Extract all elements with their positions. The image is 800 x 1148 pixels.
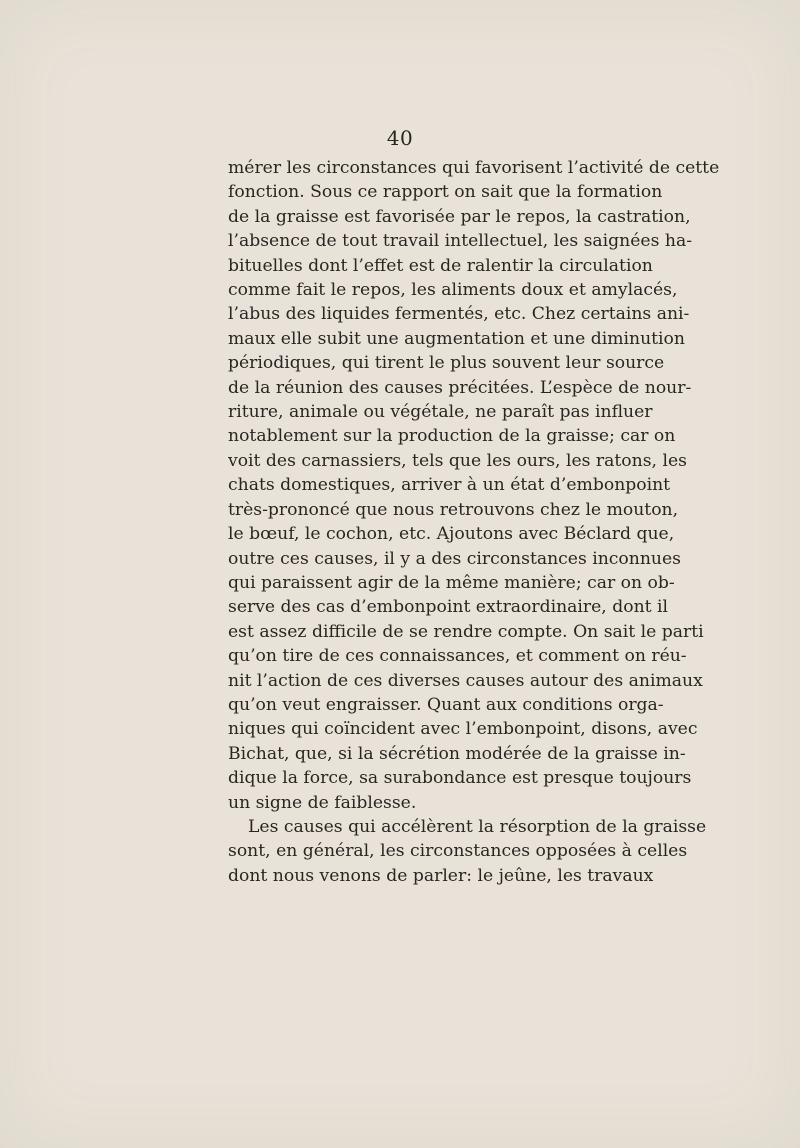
- text-line: l’abus des liquides fermentés, etc. Chez certains ani-: [228, 304, 690, 325]
- text-line: bituelles dont l’effet est de ralentir la circulation: [228, 255, 653, 276]
- text-line: Les causes qui accélèrent la résorption de la graisse: [248, 816, 707, 837]
- page-number: 40: [386, 126, 414, 150]
- text-line: très-prononcé que nous retrouvons chez le mouton,: [228, 499, 679, 520]
- text-line: sont, en général, les circonstances opposées à celles: [228, 841, 688, 862]
- text-line: serve des cas d’embonpoint extraordinaire, dont il: [228, 597, 669, 618]
- text-line: de la graisse est favorisée par le repos, la castration,: [228, 206, 691, 227]
- text-line: l’absence de tout travail intellectuel, les saignées ha-: [228, 231, 692, 252]
- text-line: chats domestiques, arriver à un état d’embonpoint: [228, 475, 671, 496]
- text-line: notablement sur la production de la graisse; car on: [228, 426, 676, 447]
- text-line: le bœuf, le cochon, etc. Ajoutons avec Béclard que,: [228, 524, 675, 545]
- text-line: qui paraissent agir de la même manière; car on ob-: [228, 572, 675, 593]
- text-line: riture, animale ou végétale, ne paraît pas influer: [228, 402, 653, 423]
- text-line: est assez difficile de se rendre compte. On sait le parti: [228, 621, 704, 642]
- text-line: nit l’action de ces diverses causes autour des animaux: [228, 670, 703, 691]
- text-line: dont nous venons de parler: le jeûne, les travaux: [228, 865, 654, 886]
- text-line: qu’on veut engraisser. Quant aux conditions orga-: [228, 694, 664, 715]
- text-line: outre ces causes, il y a des circonstances inconnues: [228, 548, 681, 569]
- text-line: niques qui coïncident avec l’embonpoint, disons, avec: [228, 719, 698, 740]
- paragraph-2: [228, 815, 707, 888]
- text-line: périodiques, qui tirent le plus souvent leur source: [228, 353, 665, 374]
- text-line: dique la force, sa surabondance est presque toujours: [228, 768, 692, 789]
- text-line: voit des carnassiers, tels que les ours, les ratons, les: [228, 450, 687, 471]
- text-line: maux elle subit une augmentation et une diminution: [228, 328, 685, 349]
- text-line: un signe de faiblesse.: [228, 792, 417, 813]
- text-line: comme fait le repos, les aliments doux et amylacés,: [228, 280, 678, 301]
- text-line: de la réunion des causes précitées. L’espèce de nour-: [228, 377, 692, 398]
- text-line: fonction. Sous ce rapport on sait que la formation: [228, 182, 663, 203]
- body-text: [228, 156, 720, 888]
- text-line: mérer les circonstances qui favorisent l’activité de cette: [228, 158, 720, 178]
- text-line: qu’on tire de ces connaissances, et comment on réu-: [228, 646, 687, 667]
- text-line: Bichat, que, si la sécrétion modérée de la graisse in-: [228, 743, 686, 764]
- paragraph-1: [228, 156, 720, 815]
